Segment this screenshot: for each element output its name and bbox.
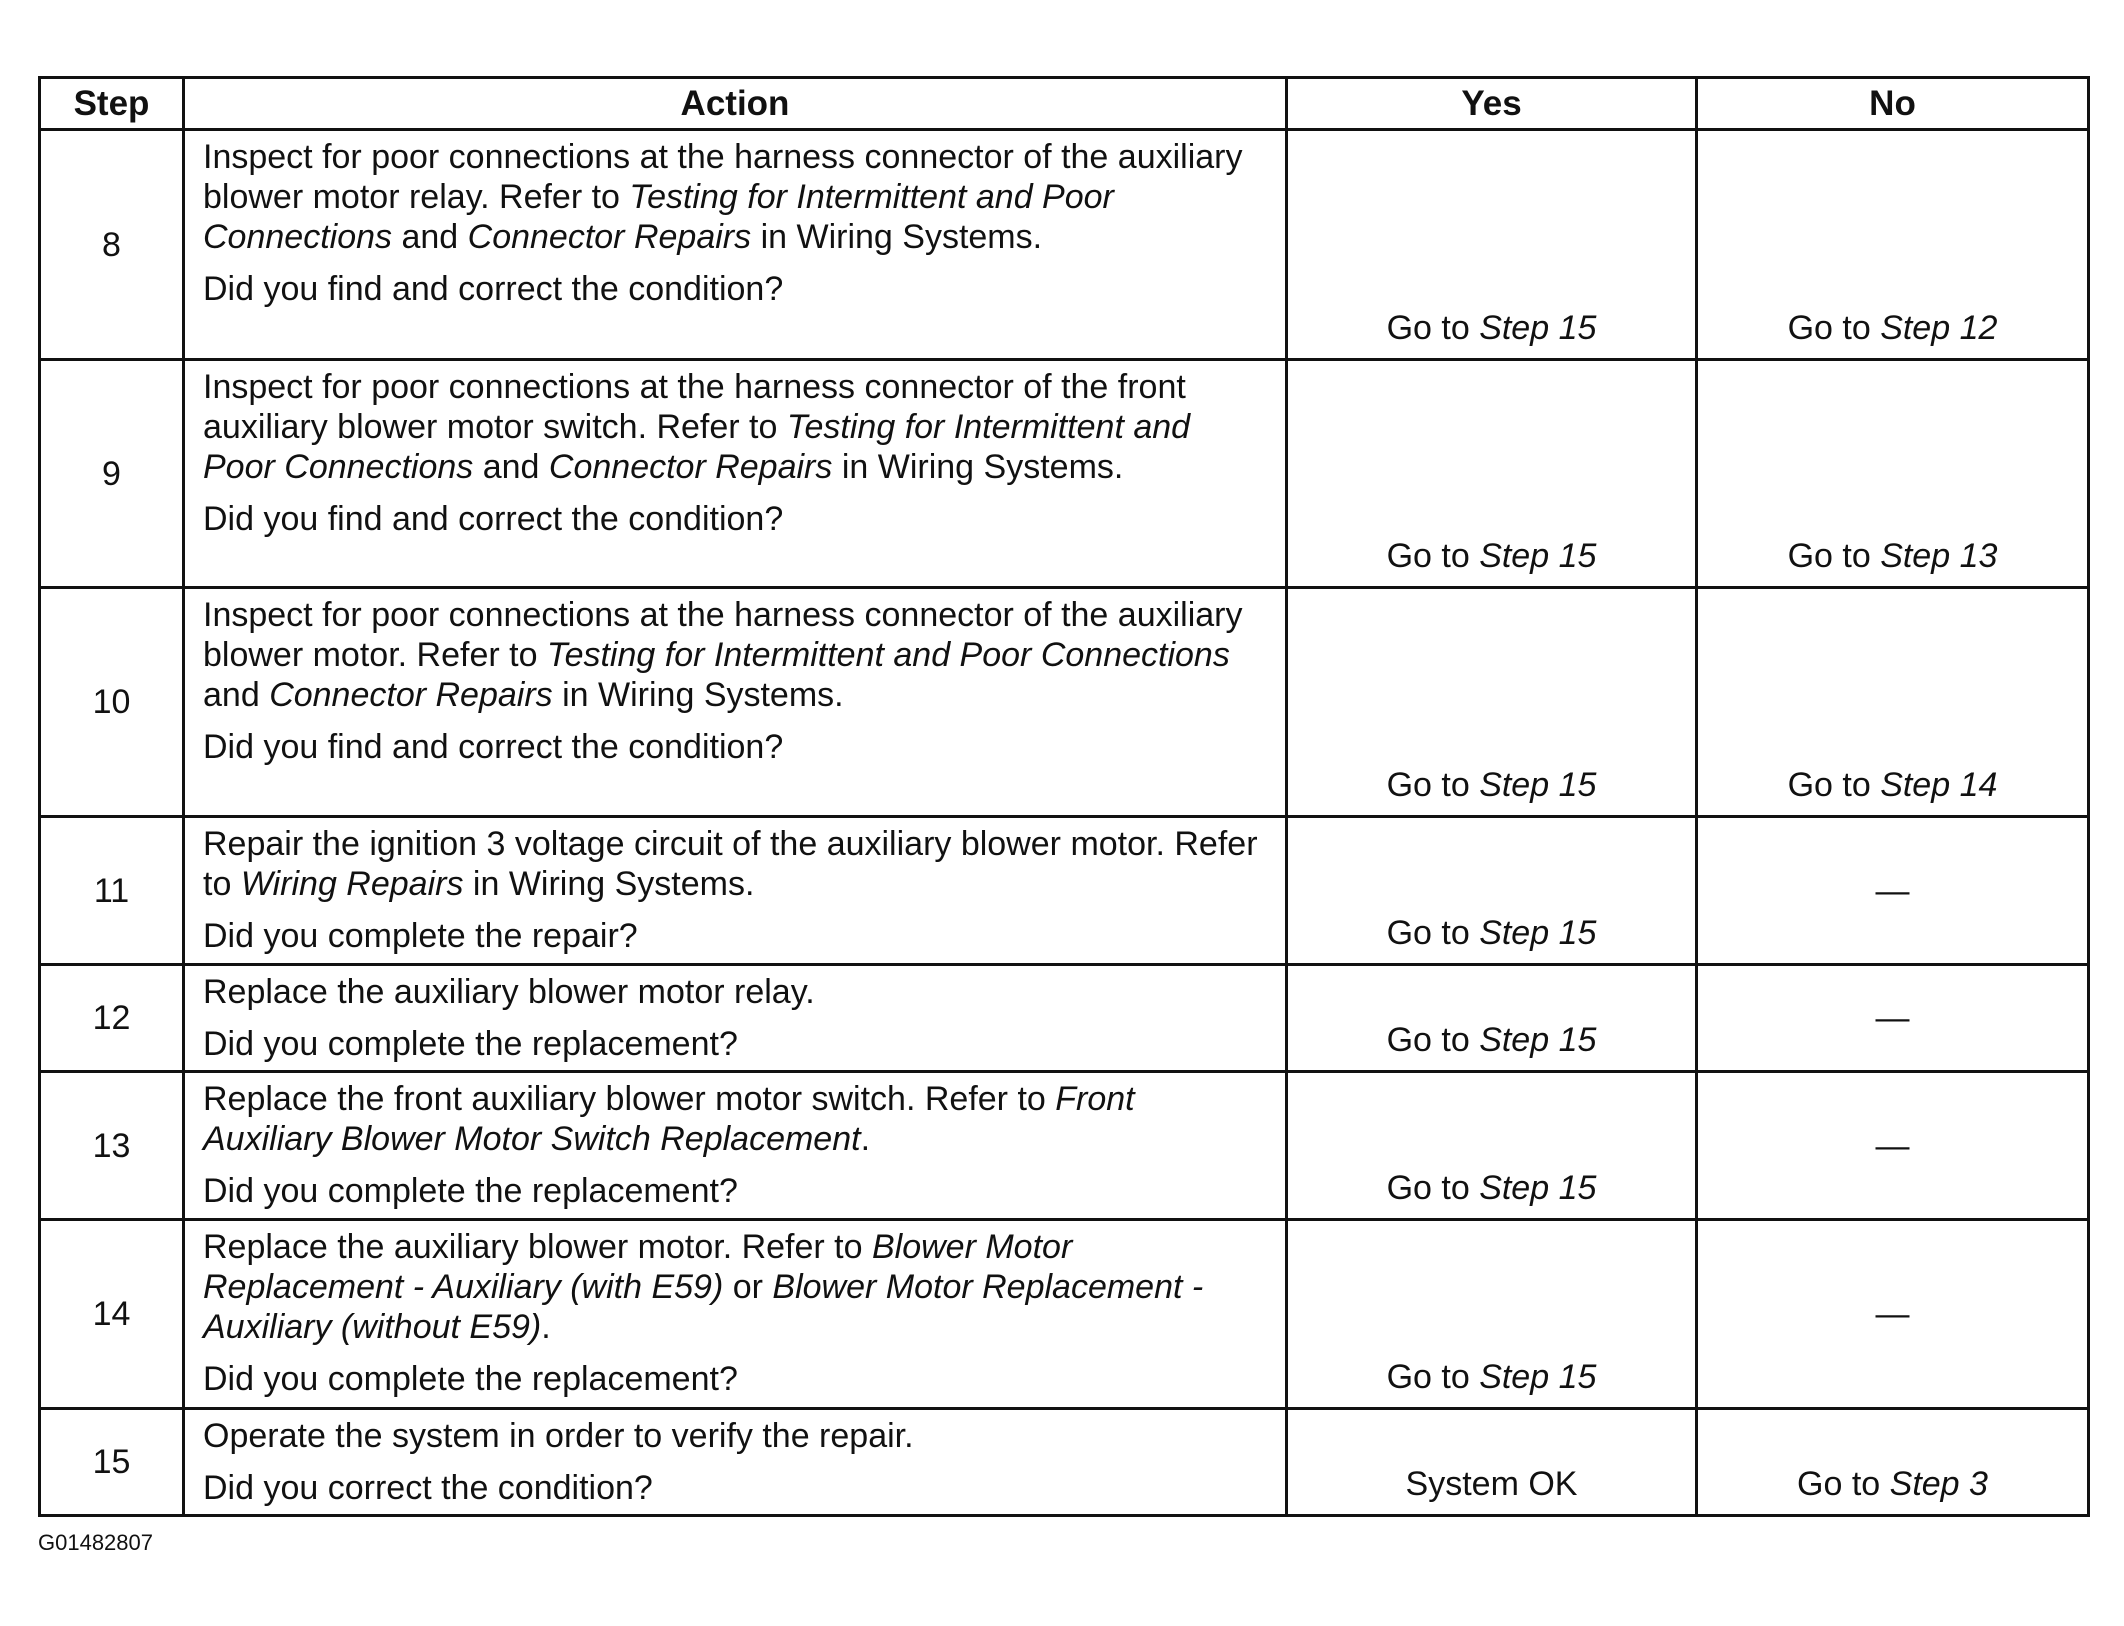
reference-link-text: Step 15 [1479, 766, 1597, 804]
no-result [1697, 360, 2089, 588]
text-run: in Wiring Systems. [552, 676, 844, 714]
step-number: 10 [40, 588, 184, 817]
action-instruction [203, 1227, 1271, 1347]
no-result [1697, 1409, 2089, 1516]
action-question: Did you complete the replacement? [203, 1360, 738, 1398]
text-run: Inspect for poor connections at the harness connector of the auxiliary blower motor relay. Refer to [203, 138, 1243, 216]
step-number: 14 [40, 1220, 184, 1409]
step-number: 11 [40, 817, 184, 965]
action-question: Did you complete the repair? [203, 917, 638, 955]
reference-link-text: Step 15 [1479, 1169, 1597, 1207]
no-result [1697, 1220, 2089, 1409]
text-run: in Wiring Systems. [751, 218, 1043, 256]
table-row [40, 1409, 2089, 1516]
action-cell [184, 360, 1287, 588]
action-question: Did you complete the replacement? [203, 1172, 738, 1210]
reference-link-text: Step 15 [1479, 1358, 1597, 1396]
table-row [40, 1220, 2089, 1409]
text-run: — [1875, 1126, 1910, 1165]
action-question: Did you find and correct the condition? [203, 728, 784, 766]
text-run: Go to [1386, 537, 1480, 575]
yes-result [1287, 588, 1697, 817]
text-run: and [473, 448, 549, 486]
action-question: Did you correct the condition? [203, 1469, 653, 1507]
text-run: Go to [1386, 309, 1480, 347]
text-run: — [1875, 999, 1910, 1037]
text-run: in Wiring Systems. [832, 448, 1124, 486]
text-run: Inspect for poor connections at the harness connector of the front auxiliary blower motor switch. Refer to [203, 368, 1186, 446]
reference-link-text: Blower Motor Replacement - Auxiliary (with E59) [203, 1228, 1073, 1306]
yes-result [1287, 1220, 1697, 1409]
step-number: 8 [40, 130, 184, 360]
no-result [1697, 965, 2089, 1072]
table-row [40, 1072, 2089, 1220]
step-number: 12 [40, 965, 184, 1072]
reference-link-text: Step 15 [1479, 537, 1597, 575]
diagnostic-steps-table [38, 76, 2090, 1517]
text-run: or [723, 1268, 773, 1306]
text-run: Go to [1386, 914, 1480, 952]
text-run: Go to [1787, 766, 1881, 804]
text-run: Replace the auxiliary blower motor. Refer to [203, 1228, 872, 1266]
reference-link-text: Connector Repairs [269, 676, 553, 714]
yes-result [1287, 360, 1697, 588]
text-run: Replace the front auxiliary blower motor switch. Refer to [203, 1080, 1056, 1118]
reference-link-text: Blower Motor Replacement - Auxiliary (without E59) [203, 1268, 1204, 1346]
text-run: Repair the ignition 3 voltage circuit of the auxiliary blower motor. Refer to [203, 825, 1258, 903]
reference-link-text: Step 15 [1479, 1021, 1597, 1059]
text-run: Go to [1386, 1358, 1480, 1396]
reference-link-text: Step 13 [1880, 537, 1998, 575]
text-run: Go to [1797, 1465, 1890, 1503]
reference-link-text: Wiring Repairs [240, 865, 464, 903]
reference-link-text: Testing for Intermittent and Poor Connections [203, 178, 1114, 256]
no-result [1697, 817, 2089, 965]
table-row [40, 588, 2089, 817]
table-row [40, 965, 2089, 1072]
text-run: Go to [1386, 1021, 1480, 1059]
reference-link-text: Step 12 [1880, 309, 1998, 347]
text-run: — [1875, 871, 1910, 910]
text-run: in Wiring Systems. [463, 865, 755, 903]
step-number: 9 [40, 360, 184, 588]
action-instruction [203, 137, 1271, 257]
text-run: Go to [1386, 1169, 1480, 1207]
table-row [40, 817, 2089, 965]
step-number: 13 [40, 1072, 184, 1220]
action-instruction [203, 824, 1271, 904]
reference-link-text: Connector Repairs [548, 448, 833, 486]
action-cell [184, 1072, 1287, 1220]
reference-link-text: Step 15 [1479, 914, 1597, 952]
table-row [40, 360, 2089, 588]
header-no: No [1697, 78, 2089, 130]
yes-result [1287, 817, 1697, 965]
table-row [40, 130, 2089, 360]
action-cell [184, 817, 1287, 965]
action-instruction [203, 367, 1271, 487]
text-run: . [541, 1308, 551, 1346]
text-run: Go to [1787, 537, 1881, 575]
text-run: Operate the system in order to verify the repair. [203, 1417, 914, 1455]
reference-link-text: Testing for Intermittent and Poor Connections [546, 636, 1230, 674]
text-run: and [203, 676, 270, 714]
reference-link-text: Front Auxiliary Blower Motor Switch Replacement [203, 1080, 1135, 1158]
header-action: Action [184, 78, 1287, 130]
action-cell [184, 588, 1287, 817]
diagnostic-table-container [38, 76, 2087, 1517]
text-run: Go to [1787, 309, 1881, 347]
text-run: . [860, 1120, 871, 1158]
header-step: Step [40, 78, 184, 130]
text-run: System OK [1405, 1465, 1578, 1503]
action-instruction [203, 1079, 1271, 1159]
no-result [1697, 130, 2089, 360]
reference-link-text: Testing for Intermittent and Poor Connections [203, 408, 1191, 486]
text-run: Go to [1386, 766, 1480, 804]
reference-link-text: Step 15 [1479, 309, 1597, 347]
figure-id: G01482807 [38, 1530, 153, 1555]
text-run: and [392, 218, 468, 256]
yes-result [1287, 1072, 1697, 1220]
action-cell [184, 965, 1287, 1072]
yes-result [1287, 965, 1697, 1072]
action-cell [184, 1220, 1287, 1409]
reference-link-text: Step 3 [1889, 1465, 1988, 1503]
action-question: Did you complete the replacement? [203, 1025, 738, 1063]
action-instruction [203, 972, 1271, 1012]
header-yes: Yes [1287, 78, 1697, 130]
text-run: — [1875, 1295, 1910, 1333]
no-result [1697, 1072, 2089, 1220]
action-instruction [203, 1416, 1271, 1456]
reference-link-text: Connector Repairs [467, 218, 752, 256]
yes-result [1287, 130, 1697, 360]
action-question: Did you find and correct the condition? [203, 270, 784, 308]
reference-link-text: Step 14 [1880, 766, 1998, 804]
action-instruction [203, 595, 1271, 715]
text-run: Replace the auxiliary blower motor relay. [203, 973, 815, 1011]
header-row [40, 78, 2089, 130]
step-number: 15 [40, 1409, 184, 1516]
action-question: Did you find and correct the condition? [203, 500, 784, 538]
yes-result [1287, 1409, 1697, 1516]
action-cell [184, 1409, 1287, 1516]
text-run: Inspect for poor connections at the harness connector of the auxiliary blower motor. Refer to [203, 596, 1243, 674]
no-result [1697, 588, 2089, 817]
action-cell [184, 130, 1287, 360]
